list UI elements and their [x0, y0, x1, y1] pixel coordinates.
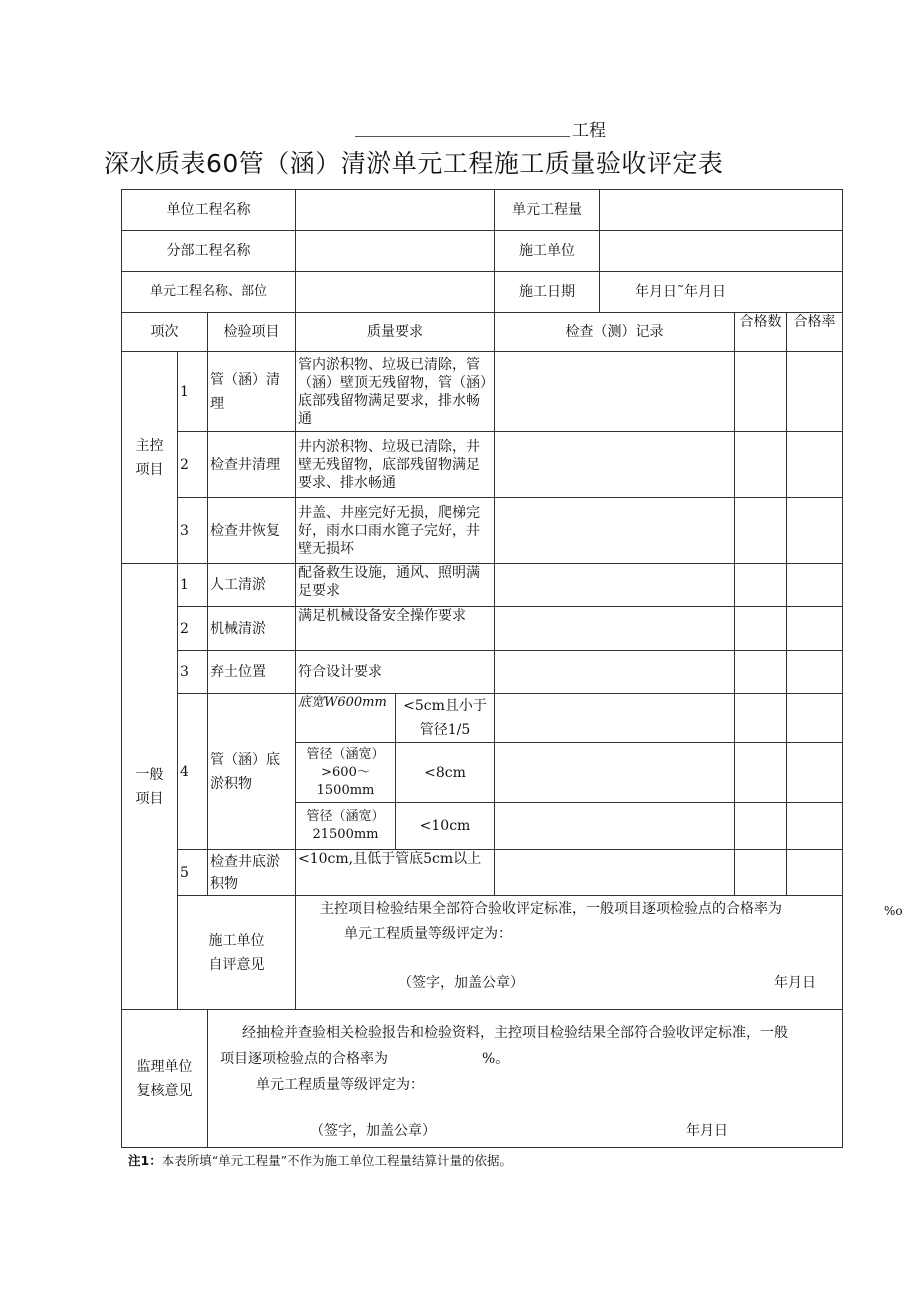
construction-unit-field[interactable] — [600, 231, 843, 272]
self-assessment-label: 施工单位 自评意见 — [178, 896, 296, 1010]
general-items-group-label: 一般 项目 — [122, 564, 178, 1010]
qualified-count-field[interactable] — [735, 498, 787, 564]
col-quality-requirement: 质量要求 — [296, 313, 495, 352]
qualified-rate-field[interactable] — [787, 694, 843, 743]
column-header-row — [122, 313, 843, 352]
supervisor-review-box[interactable] — [208, 1010, 843, 1148]
qualified-count-field[interactable] — [735, 850, 787, 896]
quality-requirement: <10cm,且低于管底5cm以上 — [296, 850, 495, 896]
item-number: 3 — [178, 651, 208, 694]
table-row — [122, 498, 843, 564]
qualified-rate-field[interactable] — [787, 743, 843, 803]
table-row — [122, 694, 843, 743]
item-number: 1 — [178, 564, 208, 607]
unit-project-name-field[interactable] — [296, 190, 495, 231]
qualified-rate-field[interactable] — [787, 850, 843, 896]
sediment-condition: 底宽W600mm — [296, 694, 396, 743]
footnote — [128, 1151, 512, 1169]
col-item-no: 项次 — [122, 313, 208, 352]
self-assessment-date: 年月日 — [774, 975, 816, 991]
item-number: 3 — [178, 498, 208, 564]
qualified-count-field[interactable] — [735, 607, 787, 651]
evaluation-form-table — [121, 189, 903, 1148]
quality-requirement: 满足机械设备安全操作要求 — [296, 607, 495, 651]
quality-requirement: 管内淤积物、垃圾已清除，管（涵）壁顶无残留物，管（涵）底部残留物满足要求，排水畅通 — [296, 352, 495, 432]
document-title: 深水质表60管（涵）清淤单元工程施工质量验收评定表 — [104, 149, 724, 178]
qualified-rate-field[interactable] — [787, 498, 843, 564]
sediment-limit: <8cm — [396, 743, 495, 803]
inspection-item: 检查井恢复 — [208, 498, 296, 564]
col-inspection-record: 检查（测）记录 — [495, 313, 735, 352]
sediment-limit: <10cm — [396, 803, 495, 850]
table-row — [122, 564, 843, 607]
inspection-record-field[interactable] — [495, 607, 735, 651]
item-number: 5 — [178, 850, 208, 896]
self-assessment-row — [122, 896, 843, 1010]
supervisor-review-signature: （签字，加盖公章） — [310, 1123, 436, 1139]
supervisor-review-label: 监理单位 复核意见 — [122, 1010, 208, 1148]
supervisor-review-line1: 经抽检并查验相关检验报告和检验资料，主控项目检验结果全部符合验收评定标准，一般 — [242, 1025, 788, 1041]
element-name-label: 单元工程名称、部位 — [122, 272, 296, 313]
sediment-condition: 管径（涵宽）21500mm — [296, 803, 396, 850]
footnote-prefix: 注1： — [128, 1153, 162, 1168]
item-number: 4 — [178, 694, 208, 850]
col-qualified-rate: 合格率 — [787, 313, 843, 352]
col-qualified-count: 合格数 — [735, 313, 787, 352]
qualified-rate-field[interactable] — [787, 803, 843, 850]
qualified-rate-field[interactable] — [787, 651, 843, 694]
inspection-record-field[interactable] — [495, 850, 735, 896]
inspection-record-field[interactable] — [495, 803, 735, 850]
project-suffix: 工程 — [572, 121, 606, 141]
inspection-record-field[interactable] — [495, 743, 735, 803]
inspection-item: 管（涵）底淤积物 — [208, 694, 296, 850]
quality-requirement: 井盖、井座完好无损，爬梯完好，雨水口雨水篦子完好，井壁无损坏 — [296, 498, 495, 564]
qualified-count-field[interactable] — [735, 564, 787, 607]
qualified-count-field[interactable] — [735, 803, 787, 850]
qualified-count-field[interactable] — [735, 432, 787, 498]
self-assessment-box[interactable] — [296, 896, 903, 1010]
quality-requirement: 符合设计要求 — [296, 651, 495, 694]
supervisor-review-line3: 单元工程质量等级评定为： — [256, 1077, 424, 1093]
qualified-count-field[interactable] — [735, 352, 787, 432]
sediment-limit: <5cm且小于管径1/5 — [396, 694, 495, 743]
item-number: 1 — [178, 352, 208, 432]
division-project-name-field[interactable] — [296, 231, 495, 272]
division-project-name-label: 分部工程名称 — [122, 231, 296, 272]
item-number: 2 — [178, 607, 208, 651]
inspection-item: 弃土位置 — [208, 651, 296, 694]
info-row-2 — [122, 231, 843, 272]
element-name-field[interactable] — [296, 272, 495, 313]
supervisor-review-row — [122, 1010, 843, 1148]
construction-date-field[interactable] — [600, 272, 843, 313]
inspection-record-field[interactable] — [495, 498, 735, 564]
info-row-1 — [122, 190, 843, 231]
qualified-rate-field[interactable] — [787, 607, 843, 651]
inspection-item: 机械清淤 — [208, 607, 296, 651]
supervisor-review-line2: 项目逐项检验点的合格率为 — [220, 1051, 388, 1067]
self-assessment-line2: 单元工程质量等级评定为： — [344, 926, 512, 942]
sediment-condition: 管径（涵宽）>600～1500mm — [296, 743, 396, 803]
qualified-count-field[interactable] — [735, 694, 787, 743]
self-assessment-line1: 主控项目检验结果全部符合验收评定标准，一般项目逐项检验点的合格率为 — [320, 901, 782, 917]
construction-date-label: 施工日期 — [495, 272, 600, 313]
inspection-record-field[interactable] — [495, 651, 735, 694]
supervisor-review-date: 年月日 — [686, 1123, 728, 1139]
qualified-count-field[interactable] — [735, 743, 787, 803]
project-name-blank[interactable] — [355, 118, 570, 137]
self-assessment-rate-suffix: %o — [884, 904, 903, 918]
table-row — [122, 432, 843, 498]
construction-date-value: 年月日˜年月日 — [635, 284, 726, 300]
main-items-group-label: 主控 项目 — [122, 352, 178, 564]
footnote-text: 本表所填“单元工程量”不作为施工单位工程量结算计量的依据。 — [161, 1153, 512, 1168]
inspection-item: 检查井底淤积物 — [208, 850, 296, 896]
qualified-rate-field[interactable] — [787, 432, 843, 498]
inspection-item: 检查井清理 — [208, 432, 296, 498]
info-row-3 — [122, 272, 843, 313]
table-row — [122, 607, 843, 651]
construction-unit-label: 施工单位 — [495, 231, 600, 272]
quality-requirement: 井内淤积物、垃圾已清除，井壁无残留物，底部残留物满足要求、排水畅通 — [296, 432, 495, 498]
item-number: 2 — [178, 432, 208, 498]
self-assessment-signature: （签字，加盖公章） — [398, 975, 524, 991]
table-row — [122, 850, 843, 896]
inspection-record-field[interactable] — [495, 694, 735, 743]
qualified-rate-field[interactable] — [787, 352, 843, 432]
supervisor-review-rate-suffix: %。 — [482, 1051, 510, 1067]
inspection-record-field[interactable] — [495, 564, 735, 607]
unit-quantity-label: 单元工程量 — [495, 190, 600, 231]
qualified-rate-field[interactable] — [787, 564, 843, 607]
unit-project-name-label: 单位工程名称 — [122, 190, 296, 231]
table-row — [122, 651, 843, 694]
inspection-item: 人工清淤 — [208, 564, 296, 607]
unit-quantity-field[interactable] — [600, 190, 843, 231]
table-row — [122, 352, 843, 432]
inspection-record-field[interactable] — [495, 352, 735, 432]
qualified-count-field[interactable] — [735, 651, 787, 694]
inspection-item: 管（涵）清理 — [208, 352, 296, 432]
inspection-record-field[interactable] — [495, 432, 735, 498]
col-inspection-item: 检验项目 — [208, 313, 296, 352]
quality-requirement: 配备救生设施，通风、照明满足要求 — [296, 564, 495, 607]
